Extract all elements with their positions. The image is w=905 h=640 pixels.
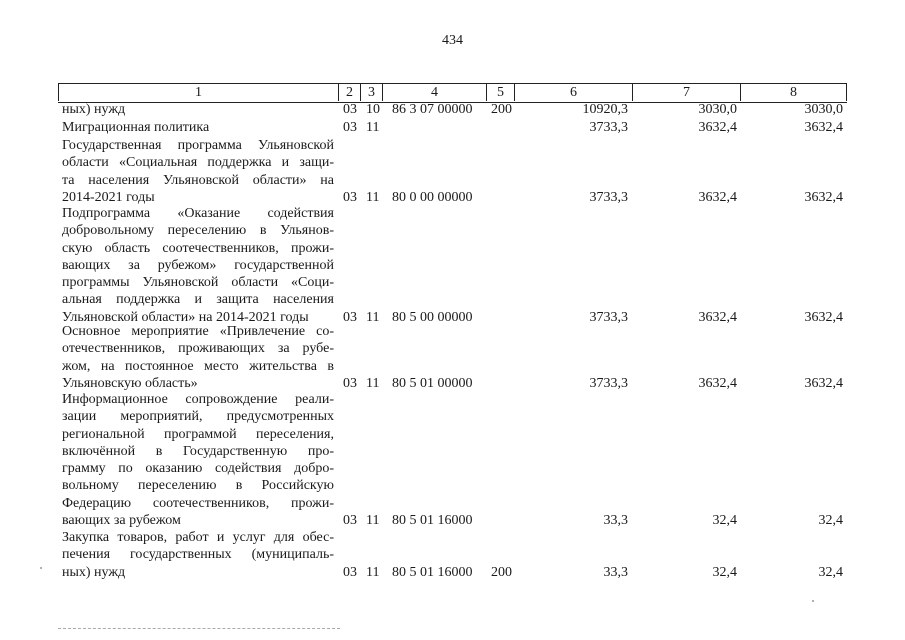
amount-col-6: 3733,3 [589,189,628,205]
subsection-code: 11 [366,120,380,135]
header-col-1: 1 [58,84,338,101]
description-line: вольному переселению в Российскую [62,478,334,494]
description-line: ных) нужд [62,564,126,580]
header-col-7: 7 [632,84,740,101]
scan-artifact [58,628,340,631]
subsection-code: 11 [366,189,380,205]
amount-col-6: 10920,3 [582,102,628,117]
amount-col-7: 3632,4 [698,189,737,205]
target-article-code: 80 5 01 16000 [392,513,473,529]
section-code: 03 [343,513,357,529]
target-article-code: 80 5 01 16000 [392,564,473,580]
target-article-code: 86 3 07 00000 [392,102,473,117]
section-code: 03 [343,309,357,325]
target-article-code: 80 0 00 00000 [392,189,473,205]
amount-col-8: 3030,0 [804,102,843,117]
row-description [62,323,334,392]
subsection-code: 11 [366,513,380,529]
amount-col-7: 3632,4 [698,120,737,135]
amount-col-6: 3733,3 [589,120,628,135]
section-code: 03 [343,375,357,391]
amount-col-7: 32,4 [712,564,737,580]
description-line: Основное мероприятие «Привлечение со- [62,324,334,339]
amount-col-8: 3632,4 [804,189,843,205]
description-line: Закупка товаров, работ и услуг для обес- [62,530,334,545]
amount-col-6: 3733,3 [589,375,628,391]
table-header [58,83,847,103]
amount-col-6: 33,3 [603,513,628,529]
amount-col-7: 32,4 [712,513,737,529]
description-line: 2014-2021 годы [62,189,155,205]
description-line: печения государственных (муниципаль- [62,547,334,563]
section-code: 03 [343,564,357,580]
description-line: Информационное сопровождение реали- [62,392,334,407]
description-line: области «Социальная поддержка и защи- [62,155,334,171]
description-line: отечественников, проживающих за рубе- [62,341,334,357]
row-description [62,137,334,206]
amount-col-8: 3632,4 [804,120,843,135]
header-col-3: 3 [360,84,382,101]
amount-col-7: 3632,4 [698,309,737,325]
header-col-5: 5 [486,84,514,101]
description-line: Государственная программа Ульяновской [62,138,334,153]
amount-col-7: 3030,0 [698,102,737,117]
row-description [62,529,334,581]
scan-speck [40,567,42,569]
row-description [62,101,334,118]
description-line: жом, на постоянное место жительства в [62,358,334,374]
description-line: та населения Ульяновской области» на [62,172,334,188]
description-line: программы Ульяновской области «Соци- [62,275,334,291]
section-code: 03 [343,189,357,205]
description-line: Ульяновскую область» [62,375,198,391]
header-col-2: 2 [338,84,360,101]
description-line: скую область соотечественников, прожи- [62,240,334,256]
description-line: Ульяновской области» на 2014-2021 годы [62,309,309,325]
description-line: Федерацию соотечественников, прожи- [62,495,334,511]
description-line: Подпрограмма «Оказание содействия [62,206,334,221]
description-line: зации мероприятий, предусмотренных [62,409,334,425]
scan-speck [812,600,814,602]
description-line: включённой в Государственную про- [62,443,334,459]
subsection-code: 11 [366,564,380,580]
amount-col-8: 3632,4 [804,375,843,391]
header-col-8: 8 [740,84,847,101]
header-col-4: 4 [382,84,486,101]
amount-col-8: 32,4 [818,513,843,529]
subsection-code: 10 [366,102,380,117]
expense-type-code: 200 [491,102,512,117]
expense-type-code: 200 [491,564,512,580]
row-description [62,119,334,136]
target-article-code: 80 5 01 00000 [392,375,473,391]
amount-col-6: 33,3 [603,564,628,580]
amount-col-6: 3733,3 [589,309,628,325]
description-line: ных) нужд [62,102,126,117]
section-code: 03 [343,120,357,135]
amount-col-7: 3632,4 [698,375,737,391]
header-col-6: 6 [514,84,632,101]
section-code: 03 [343,102,357,117]
description-line: вающих за рубежом» государственной [62,257,334,273]
subsection-code: 11 [366,375,380,391]
page-number: 434 [442,33,463,48]
description-line: региональной программой переселения, [62,426,334,442]
description-line: вающих за рубежом [62,513,181,529]
amount-col-8: 3632,4 [804,309,843,325]
subsection-code: 11 [366,309,380,325]
row-description [62,391,334,529]
description-line: Миграционная политика [62,120,210,135]
description-line: альная поддержка и защита населения [62,292,334,308]
description-line: добровольному переселению в Ульянов- [62,223,334,239]
target-article-code: 80 5 00 00000 [392,309,473,325]
description-line: грамму по оказанию содействия добро- [62,461,334,477]
row-description [62,205,334,326]
amount-col-8: 32,4 [818,564,843,580]
